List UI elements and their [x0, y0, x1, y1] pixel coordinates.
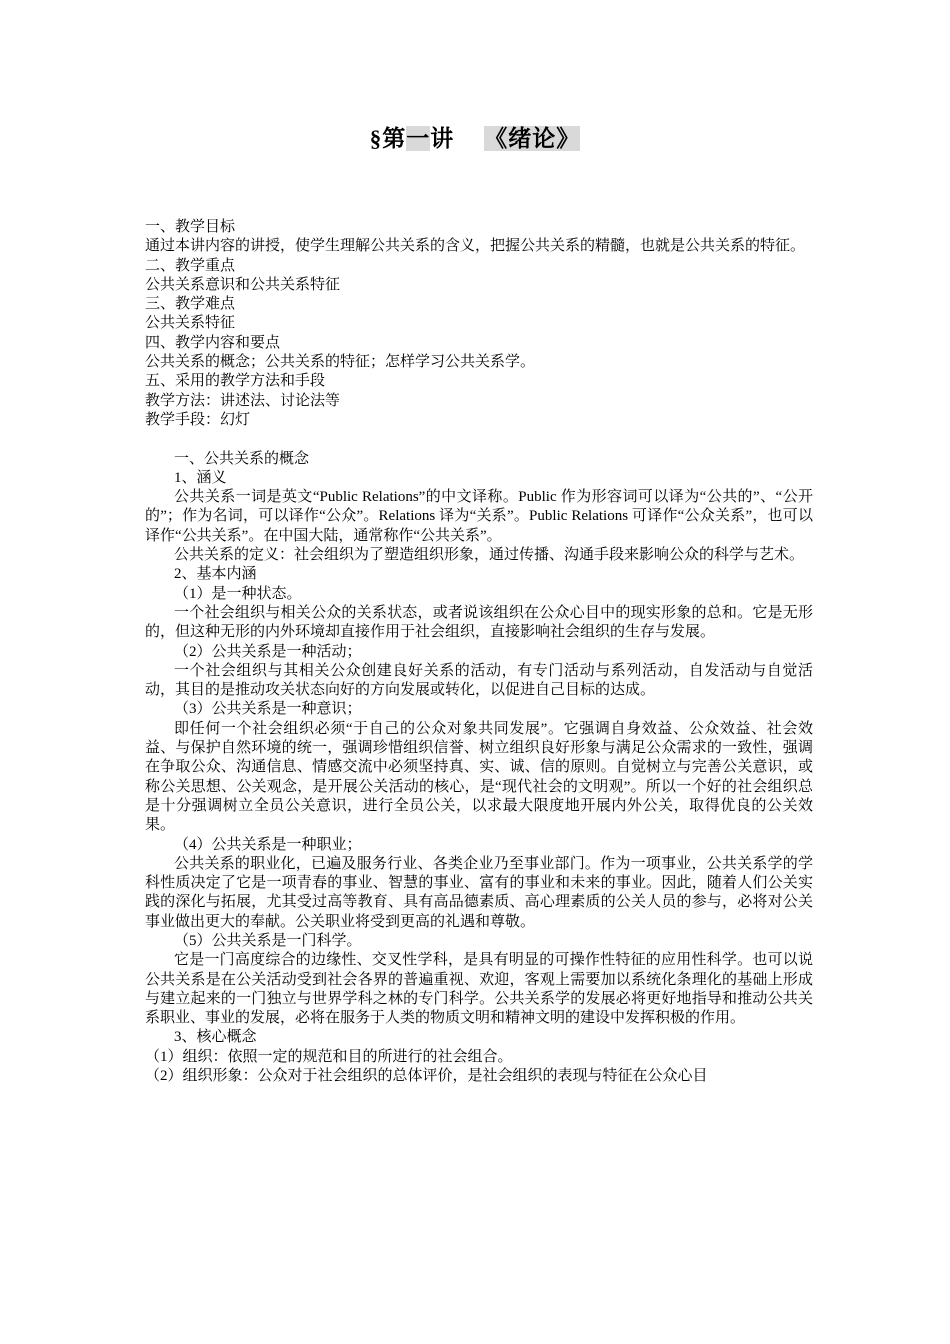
- outline-body: 公共关系的概念；公共关系的特征；怎样学习公共关系学。: [145, 354, 536, 371]
- core-item: （1）组织：依照一定的规范和目的所进行的社会组合。: [145, 1048, 513, 1065]
- subsection-heading: 3、核心概念: [174, 1029, 257, 1046]
- outline-heading: 一、教学目标: [145, 219, 236, 235]
- outline-body: 教学方法：讲述法、讨论法等: [145, 392, 341, 409]
- item-label: （1）是一种状态。: [174, 585, 302, 602]
- outline-body: 通过本讲内容的讲授，使学生理解公共关系的含义，把握公共关系的精髓，也就是公共关系的特征。: [145, 238, 806, 255]
- paragraph: 公共关系的定义：社会组织为了塑造组织形象，通过传播、沟通手段来影响公众的科学与艺术。: [174, 547, 805, 564]
- lecture-part1: 第: [382, 126, 407, 151]
- item-label: （2）公共关系是一种活动；: [174, 643, 362, 660]
- outline-heading: 四、教学内容和要点: [145, 334, 281, 351]
- outline-heading: 三、教学难点: [145, 296, 236, 313]
- section-heading: 一、公共关系的概念: [174, 450, 310, 467]
- lecture-part3: 讲: [430, 126, 455, 151]
- page-title: [0, 122, 950, 156]
- paragraph: 一个社会组织与其相关公众创建良好关系的活动，有专门活动与系列活动，自发活动与自觉活动，其目的是推动攻关状态向好的方向发展或转化，以促进自己目标的达成。: [145, 662, 813, 699]
- spacer: [145, 430, 813, 449]
- paragraph: 一个社会组织与相关公众的关系状态，或者说该组织在公众心目中的现实形象的总和。它是无形的，但这种无形的内外环境却直接作用于社会组织，直接影响社会组织的生存与发展。: [145, 604, 813, 641]
- outline-heading: 二、教学重点: [145, 257, 236, 274]
- subsection-heading: 1、涵义: [174, 469, 227, 486]
- document-body: [145, 218, 813, 1086]
- lecture-part2: 一: [406, 126, 431, 151]
- lecture-subject: 《绪论》: [484, 126, 581, 151]
- paragraph: 公共关系一词是英文“Public Relations”的中文译称。Public 作为形容词可以译为“公共的”、“公开的”；作为名词，可以译作“公众”。Relations 译为“关系”。Public Relations 可译作“公众关系”，也可以译作“公共关系”。在中国大陆，通常称作“公共关系”。: [145, 489, 813, 544]
- outline-body: 公共关系意识和公共关系特征: [145, 276, 341, 293]
- subsection-heading: 2、基本内涵: [174, 566, 257, 583]
- outline-body: 教学手段：幻灯: [145, 411, 251, 428]
- item-label: （3）公共关系是一种意识；: [174, 701, 362, 718]
- core-item: （2）组织形象：公众对于社会组织的总体评价，是社会组织的表现与特征在公众心目: [145, 1068, 708, 1085]
- paragraph: 它是一门高度综合的边缘性、交叉性学科，是具有明显的可操作性特征的应用性科学。也可以说公共关系是在公关活动受到社会各界的普遍重视、欢迎，客观上需要加以系统化条理化的基础上形成与建立起来的一门独立与世界学科之林的专门科学。公共关系学的发展必将更好地指导和推动公共关系职业、事业的发展，必将在服务于人类的物质文明和精神文明的建设中发挥积极的作用。: [145, 952, 813, 1027]
- paragraph: 即任何一个社会组织必须“于自己的公众对象共同发展”。它强调自身效益、公众效益、社会效益、与保护自然环境的统一，强调珍惜组织信誉、树立组织良好形象与满足公众需求的一致性，强调在争取公众、沟通信息、情感交流中必须坚持真、实、诚、信的原则。自觉树立与完善公关意识，或称公关思想、公关观念，是开展公关活动的核心，是“现代社会的文明观”。所以一个好的社会组织总是十分强调树立全员公关意识，进行全员公关，以求最大限度地开展内外公关，取得优良的公关效果。: [145, 720, 813, 834]
- item-label: （5）公共关系是一门科学。: [174, 932, 362, 949]
- item-label: （4）公共关系是一种职业；: [174, 836, 362, 853]
- paragraph: 公共关系的职业化，已遍及服务行业、各类企业乃至事业部门。作为一项事业，公共关系学的学科性质决定了它是一项青春的事业、智慧的事业、富有的事业和未来的事业。因此，随着人们公关实践的深化与拓展，尤其受过高等教育、具有高品德素质、高心理素质的公关人员的参与，必将对公关事业做出更大的奉献。公关职业将受到更高的礼遇和尊敬。: [145, 855, 813, 930]
- section-mark: §: [369, 126, 383, 151]
- outline-body: 公共关系特征: [145, 315, 236, 332]
- outline-heading: 五、采用的教学方法和手段: [145, 373, 326, 390]
